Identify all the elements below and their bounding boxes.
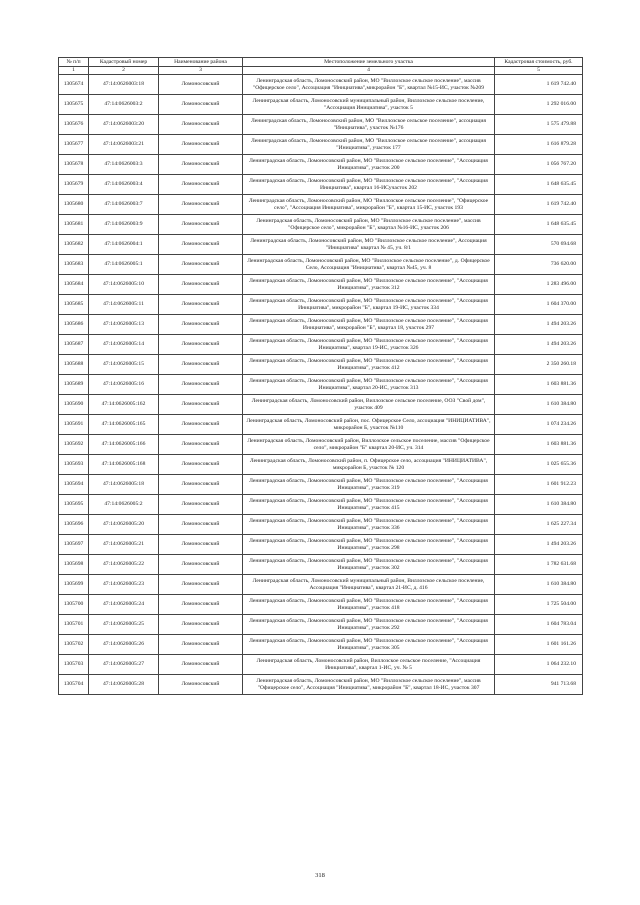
row-number-cell: 1305696 — [59, 515, 89, 535]
table-row — [59, 435, 583, 455]
row-number-cell: 1305687 — [59, 335, 89, 355]
location-cell: Ленинградская область, Ломоносовский район, МО "Виллозское сельское поселение", "Ассоциация Инициатива", микрорайон "Б", квартал 19-ИС, участок 334 — [243, 295, 495, 315]
cadastral-number-cell: 47:14:0626005:2 — [89, 495, 159, 515]
row-number-cell: 1305699 — [59, 575, 89, 595]
cadastral-value-cell: 1 648 635.45 — [495, 175, 583, 195]
cadastral-number-cell: 47:14:0626005:22 — [89, 555, 159, 575]
district-cell: Ломоносовский — [159, 535, 243, 555]
cadastral-value-cell: 1 610 384.80 — [495, 495, 583, 515]
cadastral-value-cell: 941 713.68 — [495, 675, 583, 695]
cadastral-number-cell: 47:14:0626005:168 — [89, 455, 159, 475]
cadastral-value-cell: 1 601 912.23 — [495, 475, 583, 495]
row-number-cell: 1305680 — [59, 195, 89, 215]
location-cell: Ленинградская область, Ломоносовский район, МО "Виллозское сельское поселение", "Ассоциация Инициатива", участок 418 — [243, 595, 495, 615]
cadastral-number-cell: 47:14:0626005:162 — [89, 395, 159, 415]
cadastral-value-cell: 1 604 783.04 — [495, 615, 583, 635]
row-number-cell: 1305692 — [59, 435, 89, 455]
cadastral-value-cell: 1 619 742.40 — [495, 195, 583, 215]
column-number: 1 — [59, 67, 89, 75]
table-body — [59, 75, 583, 695]
cadastral-number-cell: 47:14:0626003:4 — [89, 175, 159, 195]
district-cell: Ломоносовский — [159, 295, 243, 315]
cadastral-number-cell: 47:14:0626003:21 — [89, 135, 159, 155]
location-cell: Ленинградская область, Ломоносовский район, МО "Виллозское сельское поселение", ассоциация "Инициатива", участок 177 — [243, 135, 495, 155]
column-number: 2 — [89, 67, 159, 75]
table-row — [59, 455, 583, 475]
column-number: 3 — [159, 67, 243, 75]
table-row — [59, 275, 583, 295]
row-number-cell: 1305678 — [59, 155, 89, 175]
table-row — [59, 195, 583, 215]
table-row — [59, 175, 583, 195]
row-number-cell: 1305703 — [59, 655, 89, 675]
location-cell: Ленинградская область, Ломоносовский район, МО "Виллозское сельское поселение", "Ассоциация Инициатива", квартал 20-ИС, участок 313 — [243, 375, 495, 395]
row-number-cell: 1305698 — [59, 555, 89, 575]
district-cell: Ломоносовский — [159, 515, 243, 535]
location-cell: Ленинградская область, Ломоносовский район, МО "Виллозское сельское поселение", "Ассоциация Инициатива", участок 319 — [243, 475, 495, 495]
district-cell: Ломоносовский — [159, 455, 243, 475]
location-cell: Ленинградская область, Ломоносовский район, МО "Виллозское сельское поселение", "Ассоциация Инициатива", участок 412 — [243, 355, 495, 375]
row-number-cell: 1305675 — [59, 95, 89, 115]
cadastral-number-cell: 47:14:0626003:3 — [89, 155, 159, 175]
location-cell: Ленинградская область, Ломоносовский район, МО "Виллозское сельское поселение", ассоциация "Инициатива", участок №176 — [243, 115, 495, 135]
cadastral-value-cell: 1 292 016.00 — [495, 95, 583, 115]
district-cell: Ломоносовский — [159, 195, 243, 215]
cadastral-value-cell: 1 074 234.26 — [495, 415, 583, 435]
table-header-row — [59, 58, 583, 67]
header-cadastral-number: Кадастровый номер — [89, 58, 159, 67]
location-cell: Ленинградская область, Ломоносовский район, МО "Виллозское сельское поселение", "Ассоциация Инициатива", микрорайон "Б", квартал 18, участок 297 — [243, 315, 495, 335]
location-cell: Ленинградская область, Ломоносовский район, МО "Виллозское сельское поселение", массив "Офицерское село", микрорайон "Б", квартал №16-ИС, участок 206 — [243, 215, 495, 235]
district-cell: Ломоносовский — [159, 575, 243, 595]
cadastral-value-cell: 1 625 227.34 — [495, 515, 583, 535]
table-row — [59, 235, 583, 255]
location-cell: Ленинградская область, Ломоносовский район, МО "Виллозское сельское поселение", д. Офицерское Село, Ассоциация "Инициатива", квартал №45, уч. 8 — [243, 255, 495, 275]
cadastral-value-cell: 1 494 203.26 — [495, 535, 583, 555]
cadastral-number-cell: 47:14:0626003:9 — [89, 215, 159, 235]
district-cell: Ломоносовский — [159, 375, 243, 395]
row-number-cell: 1305676 — [59, 115, 89, 135]
cadastral-number-cell: 47:14:0626005:16 — [89, 375, 159, 395]
cadastral-value-table — [58, 57, 583, 695]
district-cell: Ломоносовский — [159, 475, 243, 495]
row-number-cell: 1305686 — [59, 315, 89, 335]
location-cell: Ленинградская область, Ломоносовский муниципальный район, Виллозское сельское поселение, "Ассоциация Инициатива", участок 5 — [243, 95, 495, 115]
row-number-cell: 1305689 — [59, 375, 89, 395]
column-number: 5 — [495, 67, 583, 75]
district-cell: Ломоносовский — [159, 275, 243, 295]
row-number-cell: 1305683 — [59, 255, 89, 275]
cadastral-number-cell: 47:14:0626005:18 — [89, 475, 159, 495]
cadastral-value-cell: 736 620.00 — [495, 255, 583, 275]
district-cell: Ломоносовский — [159, 395, 243, 415]
cadastral-value-cell: 1 064 232.10 — [495, 655, 583, 675]
cadastral-value-cell: 1 616 879.28 — [495, 135, 583, 155]
district-cell: Ломоносовский — [159, 315, 243, 335]
cadastral-number-cell: 47:14:0626003:2 — [89, 95, 159, 115]
table-row — [59, 115, 583, 135]
district-cell: Ломоносовский — [159, 115, 243, 135]
district-cell: Ломоносовский — [159, 415, 243, 435]
table-row — [59, 255, 583, 275]
cadastral-value-cell: 1 494 203.26 — [495, 335, 583, 355]
location-cell: Ленинградская область, Ломоносовский район, МО "Виллозское сельское поселение", "Ассоциация Инициатива", участок 312 — [243, 275, 495, 295]
table-row — [59, 355, 583, 375]
location-cell: Ленинградская область, Ломоносовский район, МО "Виллозское сельское поселение", массив "Офицерское село", Ассоциация "Инициатива",микрорайон "Б", квартал №15-ИС, участок №209 — [243, 75, 495, 95]
table-row — [59, 475, 583, 495]
cadastral-value-cell: 1 604 370.00 — [495, 295, 583, 315]
table-row — [59, 415, 583, 435]
row-number-cell: 1305704 — [59, 675, 89, 695]
district-cell: Ломоносовский — [159, 435, 243, 455]
location-cell: Ленинградская область, Ломоносовский район, МО "Виллозское сельское поселение", "Ассоциация Инициатива", участок 302 — [243, 555, 495, 575]
cadastral-number-cell: 47:14:0626005:20 — [89, 515, 159, 535]
column-number-row — [59, 67, 583, 75]
district-cell: Ломоносовский — [159, 255, 243, 275]
cadastral-value-cell: 1 025 655.36 — [495, 455, 583, 475]
cadastral-value-cell: 1 603 881.36 — [495, 375, 583, 395]
table-row — [59, 495, 583, 515]
table-row — [59, 315, 583, 335]
district-cell: Ломоносовский — [159, 175, 243, 195]
row-number-cell: 1305701 — [59, 615, 89, 635]
district-cell: Ломоносовский — [159, 675, 243, 695]
cadastral-number-cell: 47:14:0626005:21 — [89, 535, 159, 555]
row-number-cell: 1305691 — [59, 415, 89, 435]
location-cell: Ленинградская область, Ломоносовский район, МО "Виллозское сельское поселение", "Ассоциация Инициатива", участок 336 — [243, 515, 495, 535]
row-number-cell: 1305681 — [59, 215, 89, 235]
district-cell: Ломоносовский — [159, 215, 243, 235]
location-cell: Ленинградская область, Ломоносовский район, Виллозское сельское поселение, "Ассоциация Инициатива", квартал 1-ИС, уч. № 5 — [243, 655, 495, 675]
location-cell: Ленинградская область, Ломоносовский район, МО "Виллозское сельское поселение", "Офицерское село", "Ассоциация Инициатива", микрорайон "Б", квартал 15-ИС, участок 193 — [243, 195, 495, 215]
table-row — [59, 135, 583, 155]
cadastral-value-cell: 1 283 496.00 — [495, 275, 583, 295]
table-row — [59, 515, 583, 535]
cadastral-number-cell: 47:14:0626003:18 — [89, 75, 159, 95]
header-district: Наименование района — [159, 58, 243, 67]
row-number-cell: 1305700 — [59, 595, 89, 615]
location-cell: Ленинградская область, Ломоносовский район, МО "Виллозское сельское поселение", "Ассоциация Инициатива", квартал 19-ИС, участок 326 — [243, 335, 495, 355]
table-row — [59, 215, 583, 235]
header-location: Местоположение земельного участка — [243, 58, 495, 67]
cadastral-number-cell: 47:14:0626005:1 — [89, 255, 159, 275]
cadastral-number-cell: 47:14:0626005:11 — [89, 295, 159, 315]
table-row — [59, 155, 583, 175]
cadastral-value-cell: 1 619 742.40 — [495, 75, 583, 95]
district-cell: Ломоносовский — [159, 615, 243, 635]
location-cell: Ленинградская область, Ломоносовский район, пос. Офицерское Село, ассоциация "ИНИЦИАТИВА", микрорайон Б, участок №110 — [243, 415, 495, 435]
cadastral-number-cell: 47:14:0626005:166 — [89, 435, 159, 455]
cadastral-value-cell: 1 601 161.26 — [495, 635, 583, 655]
location-cell: Ленинградская область, Ломоносовский муниципальный район, Виллозское сельское поселение, Ассоциация "Инициатива", квартал 21-ИС, д. 416 — [243, 575, 495, 595]
cadastral-value-cell: 1 610 384.80 — [495, 575, 583, 595]
district-cell: Ломоносовский — [159, 595, 243, 615]
location-cell: Ленинградская область, Ломоносовский район, МО "Виллозское сельское поселение", "Ассоциация Инициатива", квартал 16-ИСучасток 202 — [243, 175, 495, 195]
cadastral-number-cell: 47:14:0626005:26 — [89, 635, 159, 655]
table-row — [59, 615, 583, 635]
row-number-cell: 1305674 — [59, 75, 89, 95]
location-cell: Ленинградская область, Ломоносовский район, МО "Виллозское сельское поселение", Ассоциация "Инициатива" квартал № 45, уч. 8/1 — [243, 235, 495, 255]
table-row — [59, 555, 583, 575]
cadastral-number-cell: 47:14:0626005:14 — [89, 335, 159, 355]
district-cell: Ломоносовский — [159, 235, 243, 255]
cadastral-number-cell: 47:14:0626003:20 — [89, 115, 159, 135]
row-number-cell: 1305688 — [59, 355, 89, 375]
cadastral-value-cell: 1 603 881.36 — [495, 435, 583, 455]
table-row — [59, 675, 583, 695]
cadastral-number-cell: 47:14:0626005:15 — [89, 355, 159, 375]
cadastral-number-cell: 47:14:0626005:10 — [89, 275, 159, 295]
district-cell: Ломоносовский — [159, 135, 243, 155]
district-cell: Ломоносовский — [159, 95, 243, 115]
cadastral-number-cell: 47:14:0626005:27 — [89, 655, 159, 675]
district-cell: Ломоносовский — [159, 555, 243, 575]
row-number-cell: 1305679 — [59, 175, 89, 195]
location-cell: Ленинградская область, Ломоносовский район, МО "Виллозское сельское поселение", "Ассоциация Инициатива", участок 415 — [243, 495, 495, 515]
row-number-cell: 1305693 — [59, 455, 89, 475]
row-number-cell: 1305690 — [59, 395, 89, 415]
table-row — [59, 95, 583, 115]
cadastral-value-cell: 570 694.68 — [495, 235, 583, 255]
table-row — [59, 635, 583, 655]
location-cell: Ленинградская область, Ломоносовский район, МО "Виллозское сельское поселение", массив "Офицерское село", Ассоциация "Инициатива", микрорайон "Б", квартал 18-ИС, участок 307 — [243, 675, 495, 695]
table-row — [59, 575, 583, 595]
location-cell: Ленинградская область, Ломоносовский район, МО "Виллозское сельское поселение", "Ассоциация Инициатива", участок 200 — [243, 155, 495, 175]
cadastral-number-cell: 47:14:0626005:165 — [89, 415, 159, 435]
cadastral-number-cell: 47:14:0626005:23 — [89, 575, 159, 595]
page-number: 318 — [315, 872, 325, 879]
location-cell: Ленинградская область, Ломоносовский район, Виллозское сельское поселение, ООЗ "Свой дом", участок 409 — [243, 395, 495, 415]
cadastral-value-cell: 1 648 635.45 — [495, 215, 583, 235]
cadastral-value-cell: 2 350 260.18 — [495, 355, 583, 375]
cadastral-value-cell: 1 725 504.00 — [495, 595, 583, 615]
cadastral-number-cell: 47:14:0626005:24 — [89, 595, 159, 615]
table-row — [59, 375, 583, 395]
cadastral-number-cell: 47:14:0626003:7 — [89, 195, 159, 215]
header-cadastral-value: Кадастровая стоимость, руб. — [495, 58, 583, 67]
cadastral-number-cell: 47:14:0626005:25 — [89, 615, 159, 635]
column-number: 4 — [243, 67, 495, 75]
cadastral-number-cell: 47:14:0626004:1 — [89, 235, 159, 255]
table-row — [59, 535, 583, 555]
district-cell: Ломоносовский — [159, 335, 243, 355]
location-cell: Ленинградская область, Ломоносовский район, МО "Виллозское сельское поселение", "Ассоциация Инициатива", участок 298 — [243, 535, 495, 555]
row-number-cell: 1305684 — [59, 275, 89, 295]
district-cell: Ломоносовский — [159, 495, 243, 515]
row-number-cell: 1305677 — [59, 135, 89, 155]
location-cell: Ленинградская область, Ломоносовский район, Виллозское сельское поселение, массив "Офицерское село", микрорайон "Б" квартал 20-ИС, уч. 314 — [243, 435, 495, 455]
table-row — [59, 595, 583, 615]
district-cell: Ломоносовский — [159, 655, 243, 675]
table-row — [59, 655, 583, 675]
cadastral-value-cell: 1 782 631.68 — [495, 555, 583, 575]
row-number-cell: 1305702 — [59, 635, 89, 655]
location-cell: Ленинградская область, Ломоносовский район, п. Офицерское село, ассоциация "ИНИЦИАТИВА", микрорайон Б, участок № 120 — [243, 455, 495, 475]
cadastral-number-cell: 47:14:0626005:13 — [89, 315, 159, 335]
row-number-cell: 1305695 — [59, 495, 89, 515]
location-cell: Ленинградская область, Ломоносовский район, МО "Виллозское сельское поселение", "Ассоциация Инициатива", участок 305 — [243, 635, 495, 655]
row-number-cell: 1305682 — [59, 235, 89, 255]
table-row — [59, 295, 583, 315]
district-cell: Ломоносовский — [159, 355, 243, 375]
district-cell: Ломоносовский — [159, 635, 243, 655]
cadastral-value-cell: 1 494 203.26 — [495, 315, 583, 335]
district-cell: Ломоносовский — [159, 155, 243, 175]
row-number-cell: 1305685 — [59, 295, 89, 315]
cadastral-number-cell: 47:14:0626005:28 — [89, 675, 159, 695]
table-row — [59, 395, 583, 415]
cadastral-value-cell: 1 056 767.20 — [495, 155, 583, 175]
cadastral-value-cell: 1 610 384.80 — [495, 395, 583, 415]
cadastral-value-cell: 1 575 479.88 — [495, 115, 583, 135]
row-number-cell: 1305694 — [59, 475, 89, 495]
header-row-number: № п/п — [59, 58, 89, 67]
table-row — [59, 75, 583, 95]
district-cell: Ломоносовский — [159, 75, 243, 95]
location-cell: Ленинградская область, Ломоносовский район, МО "Виллозское сельское поселение", "Ассоциация Инициатива", участок 292 — [243, 615, 495, 635]
row-number-cell: 1305697 — [59, 535, 89, 555]
table-row — [59, 335, 583, 355]
